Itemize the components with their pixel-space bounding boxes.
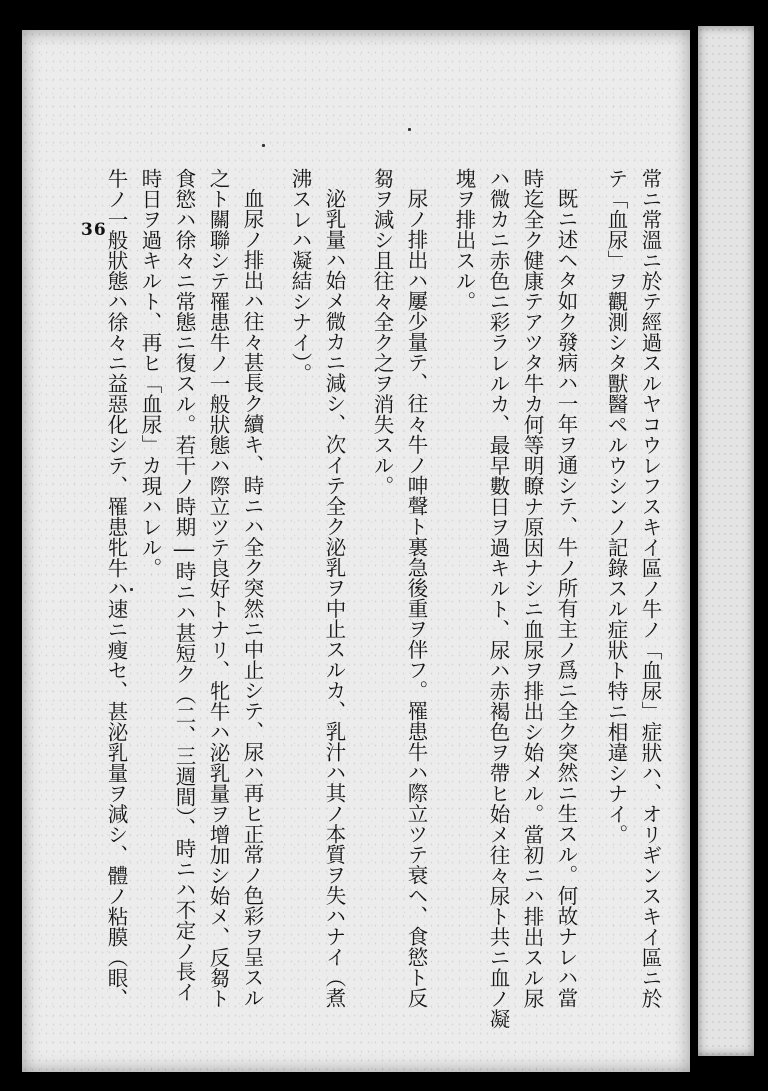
text-column-11: 血尿ノ排出ハ往々甚長ク續キ、時ニハ全ク突然ニ中止シテ、尿ハ再ヒ正常ノ色彩ヲ呈スル — [240, 188, 264, 1008]
scan-speck — [262, 144, 265, 147]
text-column-5: ハ微カニ赤色ニ彩ラレルカ、最早數日ヲ過キルト、尿ハ赤褐色ヲ帶ヒ始メ往々尿ト共ニ血ノ凝 — [486, 168, 510, 1029]
text-column-7: 尿ノ排出ハ屢少量テ、往々牛ノ呻聲ト裏急後重ヲ伴フ。罹患牛ハ際立ツテ衰ヘ、食慾ト反 — [404, 188, 428, 1008]
text-column-14: 時日ヲ過キルト、再ヒ「血尿」カ現ハレル。 — [138, 168, 162, 578]
text-column-12: 之ト關聯シテ罹患牛ノ一般狀態ハ際立ツテ良好トナリ、牝牛ハ泌乳量ヲ增加シ始メ、反芻ト — [206, 168, 230, 1009]
text-column-4: 時迄全ク健康テアツタ牛カ何等明瞭ナ原因ナシニ血尿ヲ排出シ始メル。當初ニハ排出スル尿 — [520, 168, 544, 1009]
text-column-10: 沸スレハ凝結シナイ）。 — [288, 168, 312, 384]
vertical-text-block — [88, 168, 660, 1030]
page-number: 36 — [81, 220, 107, 240]
scan-speck — [408, 128, 411, 131]
text-column-15: 牛ノ一般狀態ハ徐々ニ益惡化シテ、罹患牝牛ハ速ニ瘦セ、甚泌乳量ヲ減シ、體ノ粘膜（眼、 — [104, 168, 128, 1009]
text-column-1: 常ニ常溫ニ於テ經過スルヤコウレフスキイ區ノ牛ノ「血尿」症狀ハ、オリギンスキイ區ニ於 — [638, 168, 662, 1009]
text-column-3: 既ニ述ヘタ如ク發病ハ一年ヲ通シテ、牛ノ所有主ノ爲ニ全ク突然ニ生スル。何故ナレハ當 — [554, 188, 578, 1008]
scan-speck — [130, 588, 133, 591]
text-column-2: テ「血尿」ヲ觀測シタ獸醫ペルウシンノ記錄スル症狀ト特ニ相違シナイ。 — [604, 168, 628, 845]
text-column-8: 芻ヲ減シ且往々全ク之ヲ消失スル。 — [370, 168, 394, 496]
text-column-6: 塊ヲ排出スル。 — [452, 168, 476, 312]
text-column-9: 泌乳量ハ始メ微カニ減シ、次イテ全ク泌乳ヲ中止スルカ、乳汁ハ其ノ本質ヲ失ハナイ（煮 — [322, 188, 346, 1008]
adjacent-page-edge — [698, 26, 754, 1056]
text-column-13: 食慾ハ徐々ニ常態ニ復スル。若干ノ時期―時ニハ甚短ク（二、三週間）、時ニハ不定ノ長イ — [172, 168, 196, 1002]
